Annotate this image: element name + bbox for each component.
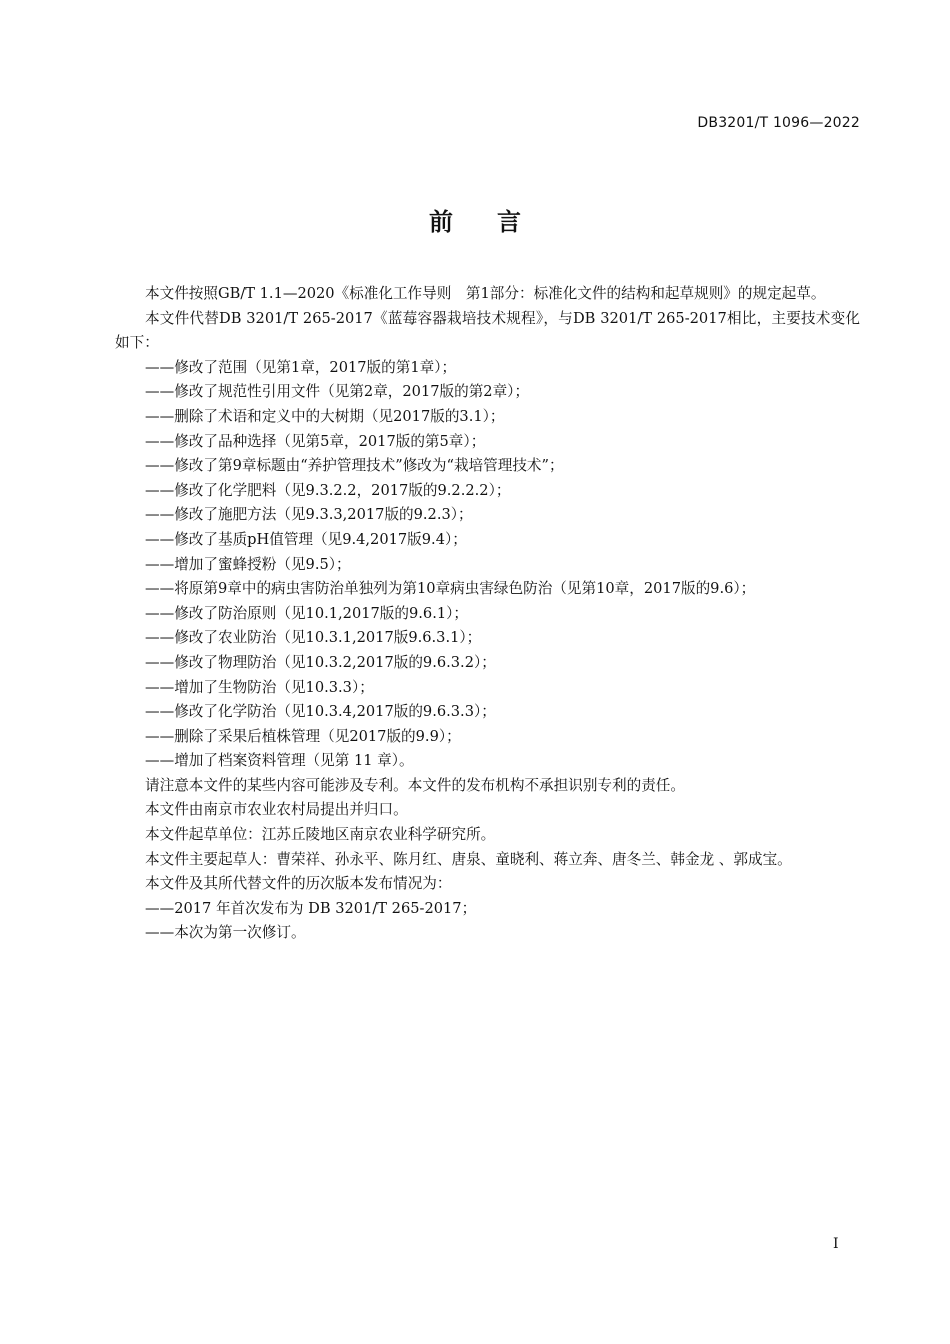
change-item: ——修改了基质pH值管理（见9.4,2017版9.4）； (145, 530, 467, 548)
change-item: ——增加了档案资料管理（见第 11 章）。 (145, 752, 414, 770)
change-item: ——增加了蜜蜂授粉（见9.5）； (145, 555, 351, 573)
foreword-body (115, 282, 860, 946)
page-number: I (833, 1236, 839, 1252)
change-item: ——修改了规范性引用文件（见第2章，2017版的第2章）； (145, 383, 530, 401)
change-item: ——修改了化学肥料（见9.3.2.2，2017版的9.2.2.2）； (145, 481, 511, 499)
paragraph-history-intro: 本文件及其所代替文件的历次版本发布情况为： (145, 875, 452, 893)
change-item: ——修改了化学防治（见10.3.4,2017版的9.6.3.3）； (145, 703, 496, 721)
change-item: ——删除了采果后植株管理（见2017版的9.9）； (145, 727, 461, 745)
page-title: 前言 (429, 208, 565, 236)
change-item: ——修改了范围（见第1章，2017版的第1章）； (145, 358, 457, 376)
change-item: ——修改了品种选择（见第5章，2017版的第5章）； (145, 432, 486, 450)
paragraph-patent-notice: 请注意本文件的某些内容可能涉及专利。本文件的发布机构不承担识别专利的责任。 (145, 776, 685, 794)
document-code: DB3201/T 1096—2022 (697, 115, 860, 131)
paragraph-drafters: 本文件主要起草人：曹荣祥、孙永平、陈月红、唐泉、童晓利、蒋立奔、唐冬兰、韩金龙 、郭成宝。 (145, 850, 792, 868)
paragraph-replacement-note: 本文件代替DB 3201/T 265-2017《蓝莓容器栽培技术规程》，与DB 3201/T 265-2017相比，主要技术变化如下： (115, 309, 860, 352)
history-item: ——2017 年首次发布为 DB 3201/T 265-2017； (145, 899, 477, 917)
change-item: ——增加了生物防治（见10.3.3）； (145, 678, 374, 696)
change-item: ——修改了防治原则（见10.1,2017版的9.6.1）； (145, 604, 469, 622)
paragraph-drafting-basis: 本文件按照GB/T 1.1—2020《标准化工作导则 第1部分：标准化文件的结构和起草规则》的规定起草。 (145, 285, 826, 302)
change-item: ——修改了农业防治（见10.3.1,2017版9.6.3.1）； (145, 629, 482, 647)
change-item: ——将原第9章中的病虫害防治单独列为第10章病虫害绿色防治（见第10章，2017版的9.6）； (145, 580, 756, 598)
change-item: ——修改了物理防治（见10.3.2,2017版的9.6.3.2）； (145, 653, 496, 671)
paragraph-proposer: 本文件由南京市农业农村局提出并归口。 (145, 801, 408, 819)
history-item: ——本次为第一次修订。 (145, 924, 306, 942)
paragraph-drafting-unit: 本文件起草单位：江苏丘陵地区南京农业科学研究所。 (145, 826, 496, 844)
change-item: ——修改了施肥方法（见9.3.3,2017版的9.2.3）； (145, 506, 473, 524)
change-item: ——修改了第9章标题由“养护管理技术”修改为“栽培管理技术”； (145, 457, 564, 475)
change-item: ——删除了术语和定义中的大树期（见2017版的3.1）； (145, 407, 505, 425)
